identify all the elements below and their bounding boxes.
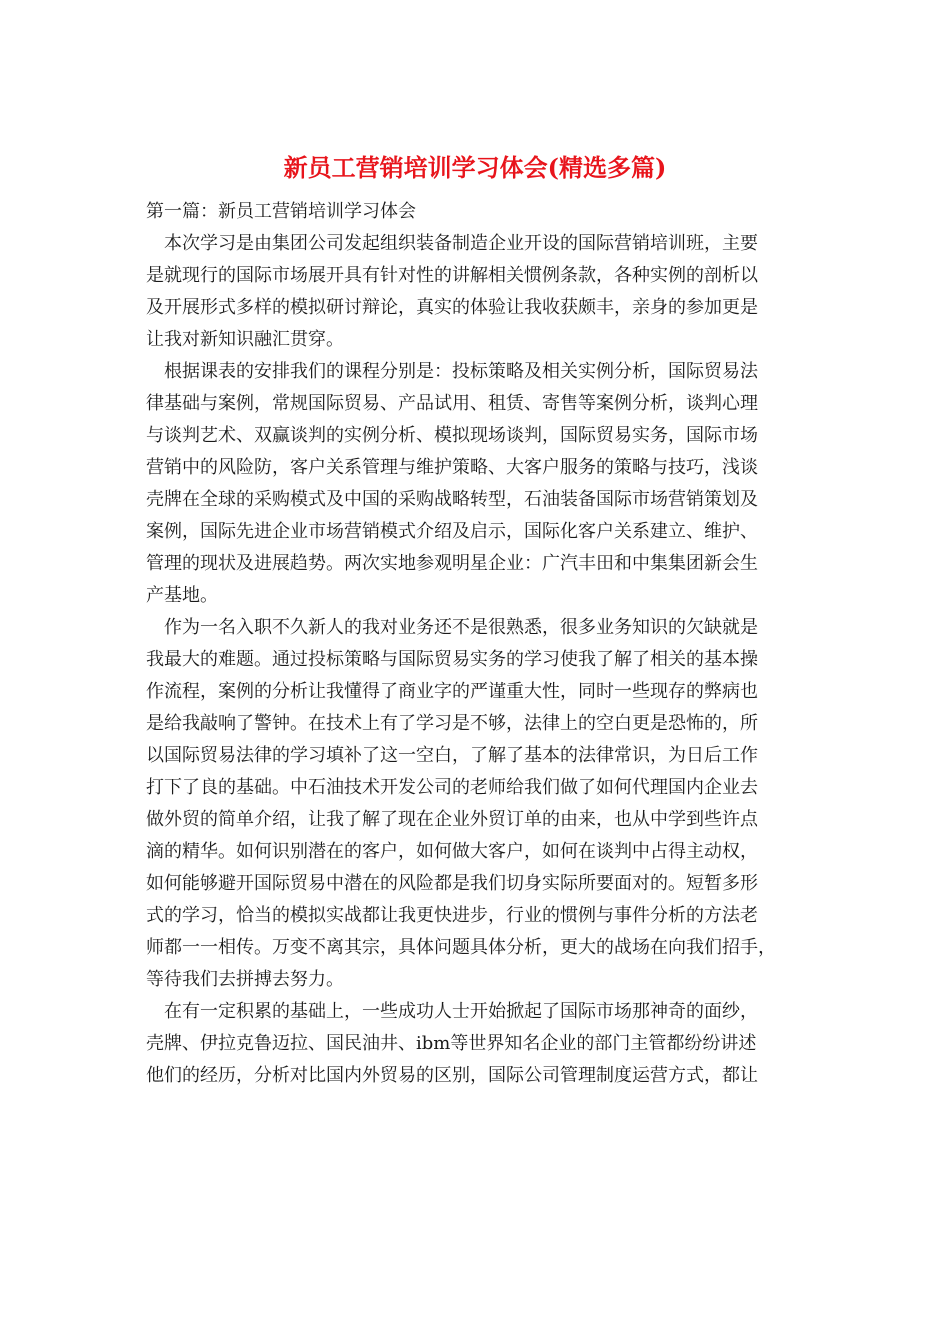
paragraph-line: 作流程，案例的分析让我懂得了商业字的严谨重大性，同时一些现存的弊病也 <box>146 681 758 702</box>
paragraph-line: 壳牌、伊拉克鲁迈拉、国民油井、ibm等世界知名企业的部门主管都纷纷讲述 <box>146 1033 757 1054</box>
paragraph-line: 律基础与案例，常规国际贸易、产品试用、租赁、寄售等案例分析，谈判心理 <box>146 393 758 414</box>
paragraph-3 <box>146 612 806 996</box>
paragraph-4 <box>146 996 806 1092</box>
paragraph-line: 本次学习是由集团公司发起组织装备制造企业开设的国际营销培训班，主要 <box>146 233 758 254</box>
paragraph-line: 案例，国际先进企业市场营销模式介绍及启示，国际化客户关系建立、维护、 <box>146 521 758 542</box>
paragraph-line: 滴的精华。如何识别潜在的客户，如何做大客户，如何在谈判中占得主动权， <box>146 841 758 862</box>
paragraph-line: 与谈判艺术、双赢谈判的实例分析、模拟现场谈判，国际贸易实务，国际市场 <box>146 425 758 446</box>
section-heading: 第一篇：新员工营销培训学习体会 <box>146 201 416 222</box>
paragraph-line: 我最大的难题。通过投标策略与国际贸易实务的学习使我了解了相关的基本操 <box>146 649 758 670</box>
paragraph-line: 在有一定积累的基础上，一些成功人士开始掀起了国际市场那神奇的面纱， <box>146 1001 758 1022</box>
paragraph-line: 打下了良的基础。中石油技术开发公司的老师给我们做了如何代理国内企业去 <box>146 777 758 798</box>
paragraph-line: 壳牌在全球的采购模式及中国的采购战略转型，石油装备国际市场营销策划及 <box>146 489 758 510</box>
paragraph-line: 等待我们去拼搏去努力。 <box>146 969 344 990</box>
document-body <box>146 196 806 1092</box>
paragraph-1 <box>146 228 806 356</box>
paragraph-line: 如何能够避开国际贸易中潜在的风险都是我们切身实际所要面对的。短暂多形 <box>146 873 758 894</box>
paragraph-line: 作为一名入职不久新人的我对业务还不是很熟悉，很多业务知识的欠缺就是 <box>146 617 758 638</box>
paragraph-line: 根据课表的安排我们的课程分别是：投标策略及相关实例分析，国际贸易法 <box>146 361 758 382</box>
paragraph-line: 营销中的风险防，客户关系管理与维护策略、大客户服务的策略与技巧，浅谈 <box>146 457 758 478</box>
paragraph-2 <box>146 356 806 612</box>
paragraph-line: 以国际贸易法律的学习填补了这一空白，了解了基本的法律常识，为日后工作 <box>146 745 758 766</box>
paragraph-line: 是就现行的国际市场展开具有针对性的讲解相关惯例条款，各种实例的剖析以 <box>146 265 758 286</box>
paragraph-line: 做外贸的简单介绍，让我了解了现在企业外贸订单的由来，也从中学到些许点 <box>146 809 758 830</box>
paragraph-line: 师都一一相传。万变不离其宗，具体问题具体分析，更大的战场在向我们招手， <box>146 937 776 958</box>
paragraph-line: 管理的现状及进展趋势。两次实地参观明星企业：广汽丰田和中集集团新会生 <box>146 553 758 574</box>
paragraph-line: 他们的经历，分析对比国内外贸易的区别，国际公司管理制度运营方式，都让 <box>146 1065 758 1086</box>
paragraph-line: 是给我敲响了警钟。在技术上有了学习是不够，法律上的空白更是恐怖的，所 <box>146 713 758 734</box>
paragraph-line: 式的学习，恰当的模拟实战都让我更快进步，行业的惯例与事件分析的方法老 <box>146 905 758 926</box>
document-title: 新员工营销培训学习体会(精选多篇) <box>283 153 667 182</box>
paragraph-line: 让我对新知识融汇贯穿。 <box>146 329 344 350</box>
paragraph-line: 产基地。 <box>146 585 218 606</box>
paragraph-line: 及开展形式多样的模拟研讨辩论，真实的体验让我收获颇丰，亲身的参加更是 <box>146 297 758 318</box>
